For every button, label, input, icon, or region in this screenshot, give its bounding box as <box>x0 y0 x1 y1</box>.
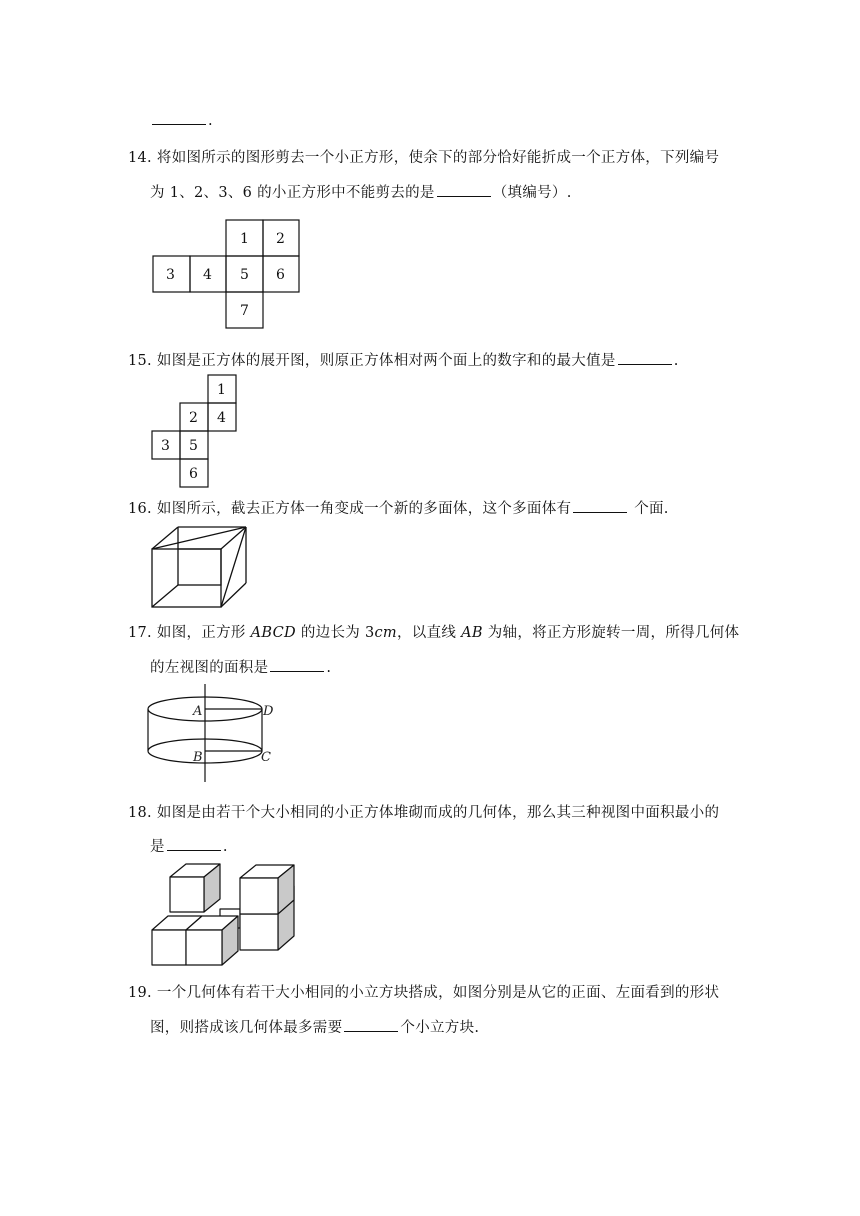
answer-blank[interactable] <box>437 184 491 197</box>
point-label-d: D <box>263 704 274 719</box>
q17-cylinder-figure <box>146 684 286 784</box>
cell-label: 6 <box>276 267 285 283</box>
q17-line2: 的左视图的面积是 . <box>150 660 332 676</box>
question-number: 14. <box>128 150 152 166</box>
answer-blank[interactable] <box>618 352 672 365</box>
cell-label: 6 <box>189 466 198 482</box>
q16-line1: 16. 如图所示，截去正方体一角变成一个新的多面体，这个多面体有 个面. <box>128 501 669 517</box>
q19-line2: 图，则搭成该几何体最多需要 个小立方块. <box>150 1020 480 1036</box>
q15-line1: 15. 如图是正方体的展开图，则原正方体相对两个面上的数字和的最大值是 . <box>128 353 679 369</box>
q14-line1: 14. 将如图所示的图形剪去一个小正方形，使余下的部分恰好能折成一个正方体，下列编号 <box>128 150 720 166</box>
cell-label: 2 <box>276 231 285 247</box>
q14-line2: 为 1、2、3、6 的小正方形中不能剪去的是 （填编号）. <box>150 185 572 201</box>
cell-label: 3 <box>161 438 170 454</box>
answer-blank[interactable] <box>152 112 206 125</box>
question-number: 16. <box>128 501 152 517</box>
q17-line1: 17. 如图，正方形 ABCD 的边长为 3cm，以直线 AB 为轴，将正方形旋转一周，所得几何体 <box>128 625 740 641</box>
point-label-c: C <box>261 750 271 765</box>
cell-label: 2 <box>189 410 198 426</box>
q19-line1: 19. 一个几何体有若干大小相同的小立方块搭成，如图分别是从它的正面、左面看到的形状 <box>128 985 720 1001</box>
cell-label: 4 <box>217 410 226 426</box>
point-label-a: A <box>193 704 203 719</box>
question-number: 19. <box>128 985 152 1001</box>
q16-truncated-cube-figure <box>150 525 250 610</box>
cell-label: 5 <box>189 438 198 454</box>
cell-label: 7 <box>240 303 249 319</box>
cell-label: 1 <box>240 231 249 247</box>
cell-label: 4 <box>203 267 212 283</box>
point-label-b: B <box>193 750 203 765</box>
answer-blank[interactable] <box>344 1019 398 1032</box>
q18-line2: 是 . <box>150 839 228 855</box>
answer-blank[interactable] <box>270 659 324 672</box>
q14-net-figure <box>148 218 308 330</box>
question-number: 15. <box>128 353 152 369</box>
cell-label: 3 <box>166 267 175 283</box>
answer-blank[interactable] <box>167 838 221 851</box>
cell-label: 5 <box>240 267 249 283</box>
q15-net-figure <box>146 373 246 488</box>
previous-question-tail: . <box>150 112 213 129</box>
cell-label: 1 <box>217 382 226 398</box>
q18-stacked-cubes-figure <box>150 862 300 967</box>
question-number: 18. <box>128 805 152 821</box>
q18-line1: 18. 如图是由若干个大小相同的小正方体堆砌而成的几何体，那么其三种视图中面积最小的 <box>128 805 720 821</box>
question-number: 17. <box>128 625 152 641</box>
answer-blank[interactable] <box>573 500 627 513</box>
